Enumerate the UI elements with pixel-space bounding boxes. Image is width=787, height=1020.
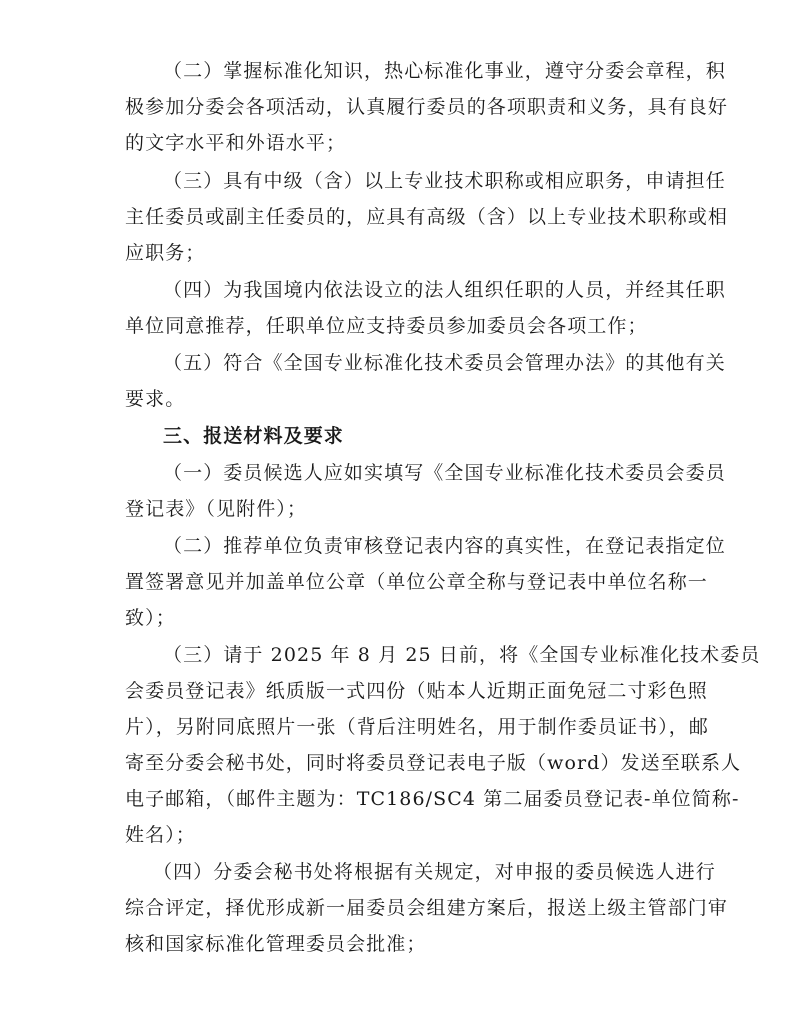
- para-4-line-2: 单位同意推荐，任职单位应支持委员参加委员会各项工作；: [125, 315, 648, 337]
- para-3-line-2: 主任委员或副主任委员的，应具有高级（含）以上专业技术职称或相: [125, 206, 729, 228]
- para-5-line-1: （五）符合《全国专业标准化技术委员会管理办法》的其他有关: [163, 352, 726, 374]
- para-3-line-3: 应职务；: [125, 242, 206, 264]
- item-3-line-5: 电子邮箱，（邮件主题为：TC186/SC4 第二届委员登记表-单位简称-: [125, 788, 740, 810]
- para-2-line-2: 极参加分委会各项活动，认真履行委员的各项职责和义务，具有良好: [125, 96, 729, 118]
- item-4-line-2: 综合评定，择优形成新一届委员会组建方案后，报送上级主管部门审: [125, 897, 729, 919]
- para-4-line-1: （四）为我国境内依法设立的法人组织任职的人员，并经其任职: [163, 279, 726, 301]
- para-2-line-3: 的文字水平和外语水平；: [125, 132, 347, 154]
- section-heading-3: 三、报送材料及要求: [163, 425, 344, 447]
- item-3-line-4: 寄至分委会秘书处，同时将委员登记表电子版（word）发送至联系人: [125, 752, 742, 774]
- item-1-line-1: （一）委员候选人应如实填写《全国专业标准化技术委员会委员: [163, 462, 726, 484]
- item-3-line-6: 姓名）；: [125, 824, 196, 846]
- item-3-line-3: 片），另附同底照片一张（背后注明姓名，用于制作委员证书），邮: [125, 716, 710, 738]
- item-1-line-2: 登记表》（见附件）；: [125, 498, 308, 520]
- item-4-line-3: 核和国家标准化管理委员会批准；: [125, 933, 427, 955]
- item-2-line-1: （二）推荐单位负责审核登记表内容的真实性，在登记表指定位: [163, 535, 726, 557]
- para-2-line-1: （二）掌握标准化知识，热心标准化事业，遵守分委会章程，积: [163, 60, 726, 82]
- para-3-line-1: （三）具有中级（含）以上专业技术职称或相应职务，申请担任: [163, 170, 726, 192]
- para-5-line-2: 要求。: [125, 388, 186, 410]
- item-2-line-3: 致）；: [125, 607, 176, 629]
- item-2-line-2: 置签署意见并加盖单位公章（单位公章全称与登记表中单位名称一: [125, 571, 708, 593]
- item-4-line-1: （四）分委会秘书处将根据有关规定，对申报的委员候选人进行: [153, 861, 716, 883]
- item-3-line-1: （三）请于 2025 年 8 月 25 日前，将《全国专业标准化技术委员: [163, 644, 761, 666]
- item-3-line-2: 会委员登记表》纸质版一式四份（贴本人近期正面免冠二寸彩色照: [125, 680, 708, 702]
